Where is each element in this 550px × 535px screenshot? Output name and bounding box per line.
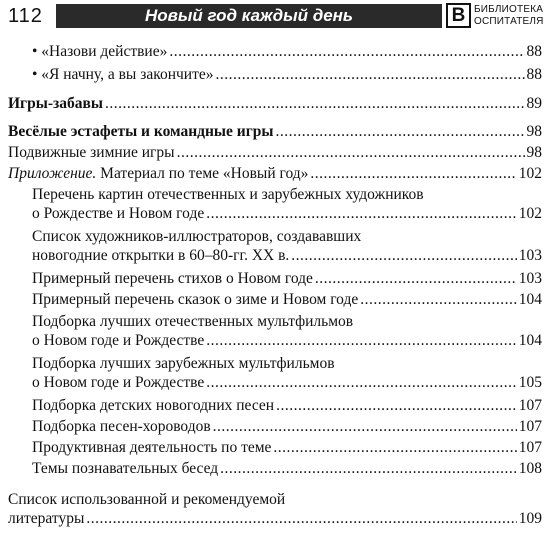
- toc-entry: [0, 354, 550, 392]
- toc-entry: [0, 122, 550, 141]
- toc-entry: [0, 438, 550, 457]
- toc-entry: [0, 290, 550, 309]
- toc-leader: [86, 509, 516, 528]
- toc-entry: [0, 312, 550, 350]
- toc-entry-title: о Новом годе и Рождестве: [32, 332, 205, 349]
- toc-entry-page: 89: [526, 95, 542, 112]
- appendix-label: Приложение.: [8, 165, 97, 182]
- toc-entry-title: литературы: [8, 510, 85, 527]
- toc-entry-page: 103: [518, 270, 542, 287]
- book-title-bar: Новый год каждый день: [56, 4, 442, 28]
- toc-entry-page: 102: [518, 205, 542, 222]
- brand-line-1: БИБЛИОТЕКА: [474, 4, 544, 15]
- toc-entry: [0, 65, 550, 84]
- page-number: 112: [8, 5, 43, 27]
- toc-entry-page: 98: [526, 123, 542, 140]
- toc-leader: [220, 459, 517, 478]
- toc-entry-page: 88: [526, 66, 542, 83]
- toc-entry-page: 98: [526, 144, 542, 161]
- toc-entry-page: 107: [518, 418, 542, 435]
- toc-entry-title: Продуктивная деятельность по теме: [32, 439, 272, 456]
- appendix-title: Материал по теме «Новый год»: [96, 165, 309, 182]
- toc-entry: [0, 269, 550, 288]
- toc-entry-page: 105: [518, 374, 542, 391]
- toc-entry-title: Подвижные зимние игры: [8, 144, 175, 161]
- toc-entry-title: [8, 164, 308, 183]
- toc-entry-page: 108: [518, 460, 542, 477]
- toc-entry-title-line1: Подборка лучших отечественных мультфильмов: [32, 313, 354, 330]
- toc-leader: [291, 246, 516, 265]
- toc-leader: [177, 143, 525, 162]
- toc-leader: [216, 65, 525, 84]
- toc-leader: [360, 290, 517, 309]
- brand-line-2: ОСПИТАТЕЛЯ: [474, 16, 544, 27]
- toc-entry-title-line1: Список использованной и рекомендуемой: [8, 491, 286, 508]
- toc-entry-title: о Рождестве и Новом годе: [32, 205, 205, 222]
- toc-leader: [275, 122, 524, 141]
- toc-entry-title: о Новом годе и Рождестве: [32, 374, 205, 391]
- toc-entry-page: 107: [518, 397, 542, 414]
- toc-entry-title: Игры-забавы: [8, 95, 103, 112]
- brand-letter: В: [446, 3, 471, 28]
- toc-leader: [169, 42, 524, 61]
- toc-entry-page: 88: [526, 43, 542, 60]
- toc-leader: [206, 373, 517, 392]
- toc-entry: [0, 94, 550, 113]
- toc-entry: [0, 417, 550, 436]
- toc-entry: [0, 459, 550, 478]
- toc-entry-title: Примерный перечень сказок о зиме и Новом годе: [32, 291, 359, 308]
- toc-entry-page: 109: [518, 510, 542, 527]
- toc-leader: [206, 331, 517, 350]
- toc-entry-title: Подборка детских новогодних песен: [32, 397, 275, 414]
- toc-entry-title: Подборка песен-хороводов: [32, 418, 211, 435]
- toc-entry: [0, 42, 550, 61]
- toc-leader: [206, 204, 517, 223]
- toc-entry-page: 103: [518, 247, 542, 264]
- toc-entry-title-line1: Перечень картин отечественных и зарубежных художников: [32, 186, 424, 203]
- toc-entry-page: 104: [518, 332, 542, 349]
- toc-leader: [105, 94, 525, 113]
- toc-entry-title-line1: Список художников-иллюстраторов, создававших: [32, 228, 362, 245]
- toc-entry-title: • «Я начну, а вы закончите»: [32, 66, 214, 83]
- toc-entry-title-line1: Подборка лучших зарубежных мультфильмов: [32, 355, 335, 372]
- toc-entry-page: 102: [518, 165, 542, 182]
- toc-entry: [0, 490, 550, 528]
- toc-entry-page: 104: [518, 291, 542, 308]
- toc-entry: [0, 227, 550, 265]
- toc-entry-title: • «Назови действие»: [32, 43, 168, 60]
- toc-entry-title: Примерный перечень стихов о Новом годе: [32, 270, 313, 287]
- toc-leader: [310, 164, 516, 183]
- toc-leader: [273, 438, 516, 457]
- toc-entry: [0, 396, 550, 415]
- brand-text: [474, 4, 544, 28]
- page-header: [0, 0, 550, 32]
- toc-entry: [0, 143, 550, 162]
- toc-entry: [0, 164, 550, 183]
- toc-entry-page: 107: [518, 439, 542, 456]
- toc-entry-title: новогодние открытки в 60–80-гг. XX в.: [32, 247, 290, 264]
- toc-entry: [0, 185, 550, 223]
- toc-leader: [315, 269, 517, 288]
- publisher-logo: [446, 2, 548, 30]
- toc-leader: [213, 417, 517, 436]
- toc-leader: [276, 396, 517, 415]
- toc-entry-title: Весёлые эстафеты и командные игры: [8, 123, 274, 140]
- toc-entry-title: Темы познавательных бесед: [32, 460, 219, 477]
